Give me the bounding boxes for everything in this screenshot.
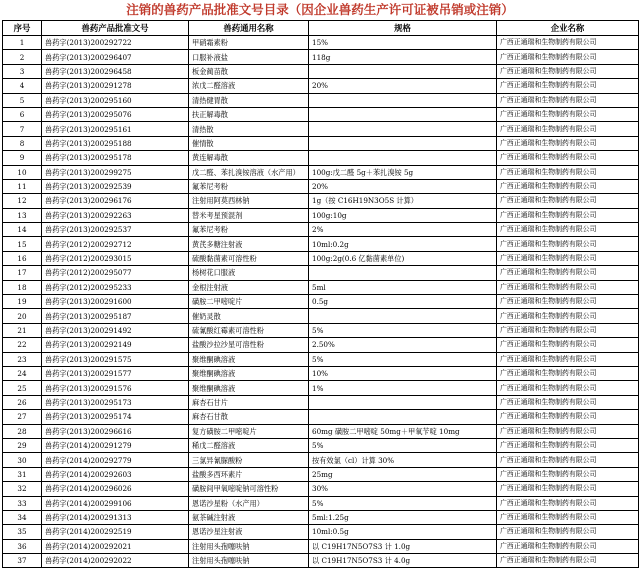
cell-approval-number: 兽药字(2013)200295173 xyxy=(42,395,189,409)
cell-approval-number: 兽药字(2014)200291313 xyxy=(42,510,189,524)
header-drug-name: 兽药通用名称 xyxy=(189,21,309,36)
cell-drug-name: 催情散 xyxy=(189,136,309,150)
table-row xyxy=(3,323,639,337)
cell-index: 15 xyxy=(3,237,42,251)
cell-specification xyxy=(309,151,497,165)
cell-company: 广西正通瑞和生物制药有限公司 xyxy=(497,554,639,568)
cell-company: 广西正通瑞和生物制药有限公司 xyxy=(497,93,639,107)
cell-index: 35 xyxy=(3,525,42,539)
cell-approval-number: 兽药字(2013)200296616 xyxy=(42,424,189,438)
cell-approval-number: 兽药字(2013)200296407 xyxy=(42,50,189,64)
cell-specification: 2% xyxy=(309,223,497,237)
cell-specification: 20% xyxy=(309,79,497,93)
table-row xyxy=(3,424,639,438)
cell-specification: 按有效氯（cl）计算 30% xyxy=(309,453,497,467)
table-row xyxy=(3,251,639,265)
cell-company: 广西正通瑞和生物制药有限公司 xyxy=(497,366,639,380)
table-row xyxy=(3,496,639,510)
cell-company: 广西正通瑞和生物制药有限公司 xyxy=(497,122,639,136)
cell-specification: 25mg xyxy=(309,467,497,481)
cell-specification: 100g:2g(0.6 亿黏菌素单位) xyxy=(309,251,497,265)
cell-specification: 0.5g xyxy=(309,295,497,309)
cell-index: 13 xyxy=(3,208,42,222)
table-row xyxy=(3,50,639,64)
cell-index: 26 xyxy=(3,395,42,409)
table-row xyxy=(3,237,639,251)
cell-index: 19 xyxy=(3,295,42,309)
table-row xyxy=(3,381,639,395)
table-row xyxy=(3,280,639,294)
table-row xyxy=(3,208,639,222)
cell-drug-name: 硫酸黏菌素可溶性粉 xyxy=(189,251,309,265)
cell-index: 12 xyxy=(3,194,42,208)
cell-specification: 10ml:0.2g xyxy=(309,237,497,251)
cell-drug-name: 硫氰酸红霉素可溶性粉 xyxy=(189,323,309,337)
cell-company: 广西正通瑞和生物制药有限公司 xyxy=(497,539,639,553)
cell-index: 30 xyxy=(3,453,42,467)
table-row xyxy=(3,295,639,309)
cell-approval-number: 兽药字(2014)200292021 xyxy=(42,539,189,553)
cell-specification: 10% xyxy=(309,366,497,380)
cell-drug-name: 聚维酮碘溶液 xyxy=(189,366,309,380)
cell-specification xyxy=(309,266,497,280)
cell-company: 广西正通瑞和生物制药有限公司 xyxy=(497,165,639,179)
cell-company: 广西正通瑞和生物制药有限公司 xyxy=(497,438,639,452)
cell-drug-name: 氟苯尼考粉 xyxy=(189,179,309,193)
cell-specification: 以 C19H17N5O7S3 计 1.0g xyxy=(309,539,497,553)
cell-company: 广西正通瑞和生物制药有限公司 xyxy=(497,237,639,251)
cell-approval-number: 兽药字(2014)200296026 xyxy=(42,482,189,496)
table-row xyxy=(3,194,639,208)
cell-specification xyxy=(309,395,497,409)
table-row xyxy=(3,525,639,539)
cell-index: 18 xyxy=(3,280,42,294)
cell-approval-number: 兽药字(2013)200292537 xyxy=(42,223,189,237)
table-header-row xyxy=(3,21,639,36)
cell-approval-number: 兽药字(2014)200292779 xyxy=(42,453,189,467)
cell-drug-name: 注射用阿莫西林钠 xyxy=(189,194,309,208)
cell-drug-name: 甲硝霜素粉 xyxy=(189,36,309,50)
table-row xyxy=(3,122,639,136)
cell-specification xyxy=(309,93,497,107)
cell-drug-name: 氟苯尼考粉 xyxy=(189,223,309,237)
cell-drug-name: 恩诺沙星粉（水产用） xyxy=(189,496,309,510)
cell-specification: 5ml:1.25g xyxy=(309,510,497,524)
cell-index: 11 xyxy=(3,179,42,193)
cell-drug-name: 磺胺二甲嘧啶片 xyxy=(189,295,309,309)
cell-index: 3 xyxy=(3,64,42,78)
cell-drug-name: 注射用头孢噻呋钠 xyxy=(189,554,309,568)
cell-index: 14 xyxy=(3,223,42,237)
cell-specification: 1g（按 C16H19N3O5S 计算） xyxy=(309,194,497,208)
header-approval-number: 兽药产品批准文号 xyxy=(42,21,189,36)
cell-company: 广西正通瑞和生物制药有限公司 xyxy=(497,251,639,265)
cell-company: 广西正通瑞和生物制药有限公司 xyxy=(497,352,639,366)
cell-approval-number: 兽药字(2013)200291576 xyxy=(42,381,189,395)
cell-company: 广西正通瑞和生物制药有限公司 xyxy=(497,482,639,496)
cell-drug-name: 杨树花口服液 xyxy=(189,266,309,280)
cell-company: 广西正通瑞和生物制药有限公司 xyxy=(497,496,639,510)
page-title: 注销的兽药产品批准文号目录（因企业兽药生产许可证被吊销或注销） xyxy=(126,2,514,17)
cell-specification: 5% xyxy=(309,323,497,337)
cell-index: 37 xyxy=(3,554,42,568)
cell-drug-name: 戊二醛、苯扎溴铵溶液（水产用） xyxy=(189,165,309,179)
cell-drug-name: 磺胺间甲氧嘧啶钠可溶性粉 xyxy=(189,482,309,496)
cell-drug-name: 黄连解毒散 xyxy=(189,151,309,165)
cell-approval-number: 兽药字(2013)200299275 xyxy=(42,165,189,179)
cell-specification: 2.50% xyxy=(309,338,497,352)
cell-company: 广西正通瑞和生物制药有限公司 xyxy=(497,179,639,193)
table-row xyxy=(3,438,639,452)
cell-specification: 100g:10g xyxy=(309,208,497,222)
cell-company: 广西正通瑞和生物制药有限公司 xyxy=(497,510,639,524)
cell-drug-name: 稀戊二醛溶液 xyxy=(189,438,309,452)
cell-company: 广西正通瑞和生物制药有限公司 xyxy=(497,338,639,352)
cell-specification: 10ml:0.5g xyxy=(309,525,497,539)
cell-company: 广西正通瑞和生物制药有限公司 xyxy=(497,410,639,424)
cell-approval-number: 兽药字(2014)200291279 xyxy=(42,438,189,452)
cell-drug-name: 三氯异氰脲酸粉 xyxy=(189,453,309,467)
cell-approval-number: 兽药字(2013)200291278 xyxy=(42,79,189,93)
cell-company: 广西正通瑞和生物制药有限公司 xyxy=(497,381,639,395)
cell-company: 广西正通瑞和生物制药有限公司 xyxy=(497,309,639,323)
cell-index: 28 xyxy=(3,424,42,438)
cell-specification xyxy=(309,64,497,78)
header-index: 序号 xyxy=(3,21,42,36)
cell-approval-number: 兽药字(2013)200295174 xyxy=(42,410,189,424)
cell-index: 33 xyxy=(3,496,42,510)
table-row xyxy=(3,366,639,380)
cell-approval-number: 兽药字(2014)200299106 xyxy=(42,496,189,510)
cell-drug-name: 复方磺胺二甲嘧啶片 xyxy=(189,424,309,438)
table-row xyxy=(3,395,639,409)
cell-drug-name: 催奶灵散 xyxy=(189,309,309,323)
table-row xyxy=(3,266,639,280)
cell-approval-number: 兽药字(2013)200292539 xyxy=(42,179,189,193)
cell-approval-number: 兽药字(2013)200295188 xyxy=(42,136,189,150)
table-row xyxy=(3,352,639,366)
cell-drug-name: 清热健胃散 xyxy=(189,93,309,107)
cell-approval-number: 兽药字(2013)200296458 xyxy=(42,64,189,78)
cell-approval-number: 兽药字(2013)200292149 xyxy=(42,338,189,352)
cell-index: 27 xyxy=(3,410,42,424)
cell-index: 29 xyxy=(3,438,42,452)
cell-index: 10 xyxy=(3,165,42,179)
cell-approval-number: 兽药字(2013)200292722 xyxy=(42,36,189,50)
cell-company: 广西正通瑞和生物制药有限公司 xyxy=(497,223,639,237)
cell-specification: 5% xyxy=(309,352,497,366)
table-row xyxy=(3,539,639,553)
cell-specification xyxy=(309,107,497,121)
cell-specification: 20% xyxy=(309,179,497,193)
cell-specification: 15% xyxy=(309,36,497,50)
approval-number-table xyxy=(2,20,639,568)
cell-drug-name: 清热散 xyxy=(189,122,309,136)
cell-drug-name: 麻杏石甘片 xyxy=(189,395,309,409)
table-row xyxy=(3,510,639,524)
cell-approval-number: 兽药字(2013)200291600 xyxy=(42,295,189,309)
cell-drug-name: 金根注射液 xyxy=(189,280,309,294)
cell-company: 广西正通瑞和生物制药有限公司 xyxy=(497,525,639,539)
table-row xyxy=(3,179,639,193)
cell-specification: 60mg 磺胺二甲嘧啶 50mg＋甲氧苄啶 10mg xyxy=(309,424,497,438)
cell-specification: 118g xyxy=(309,50,497,64)
cell-company: 广西正通瑞和生物制药有限公司 xyxy=(497,107,639,121)
cell-approval-number: 兽药字(2012)200293015 xyxy=(42,251,189,265)
table-row xyxy=(3,107,639,121)
cell-index: 23 xyxy=(3,352,42,366)
table-row xyxy=(3,223,639,237)
table-row xyxy=(3,79,639,93)
cell-approval-number: 兽药字(2012)200292712 xyxy=(42,237,189,251)
table-row xyxy=(3,151,639,165)
cell-approval-number: 兽药字(2013)200291575 xyxy=(42,352,189,366)
cell-drug-name: 盐酸沙拉沙星可溶性粉 xyxy=(189,338,309,352)
cell-specification: 以 C19H17N5O7S3 计 4.0g xyxy=(309,554,497,568)
cell-index: 20 xyxy=(3,309,42,323)
cell-specification xyxy=(309,410,497,424)
cell-index: 16 xyxy=(3,251,42,265)
cell-specification: 1% xyxy=(309,381,497,395)
cell-drug-name: 聚维酮碘溶液 xyxy=(189,381,309,395)
cell-drug-name: 替米考星预混剂 xyxy=(189,208,309,222)
table-row xyxy=(3,165,639,179)
cell-company: 广西正通瑞和生物制药有限公司 xyxy=(497,79,639,93)
table-row xyxy=(3,93,639,107)
table-row xyxy=(3,453,639,467)
cell-specification xyxy=(309,122,497,136)
cell-approval-number: 兽药字(2013)200295076 xyxy=(42,107,189,121)
cell-drug-name: 板金蔺苗散 xyxy=(189,64,309,78)
cell-company: 广西正通瑞和生物制药有限公司 xyxy=(497,467,639,481)
cell-company: 广西正通瑞和生物制药有限公司 xyxy=(497,36,639,50)
cell-index: 22 xyxy=(3,338,42,352)
header-company: 企业名称 xyxy=(497,21,639,36)
cell-approval-number: 兽药字(2013)200292263 xyxy=(42,208,189,222)
cell-approval-number: 兽药字(2013)200291577 xyxy=(42,366,189,380)
cell-specification: 5% xyxy=(309,438,497,452)
header-specification: 规格 xyxy=(309,21,497,36)
cell-approval-number: 兽药字(2014)200292603 xyxy=(42,467,189,481)
cell-index: 25 xyxy=(3,381,42,395)
cell-index: 34 xyxy=(3,510,42,524)
cell-drug-name: 注射用头孢噻呋钠 xyxy=(189,539,309,553)
cell-approval-number: 兽药字(2013)200295178 xyxy=(42,151,189,165)
cell-index: 4 xyxy=(3,79,42,93)
cell-drug-name: 聚维酮碘溶液 xyxy=(189,352,309,366)
cell-drug-name: 恩诺沙星注射液 xyxy=(189,525,309,539)
table-row xyxy=(3,36,639,50)
cell-company: 广西正通瑞和生物制药有限公司 xyxy=(497,424,639,438)
cell-drug-name: 氨茶碱注射液 xyxy=(189,510,309,524)
cell-drug-name: 扶正解毒散 xyxy=(189,107,309,121)
table-row xyxy=(3,410,639,424)
cell-company: 广西正通瑞和生物制药有限公司 xyxy=(497,64,639,78)
table-row xyxy=(3,467,639,481)
cell-approval-number: 兽药字(2012)200295233 xyxy=(42,280,189,294)
cell-approval-number: 兽药字(2012)200295077 xyxy=(42,266,189,280)
cell-company: 广西正通瑞和生物制药有限公司 xyxy=(497,50,639,64)
cell-index: 9 xyxy=(3,151,42,165)
cell-approval-number: 兽药字(2013)200295161 xyxy=(42,122,189,136)
cell-company: 广西正通瑞和生物制药有限公司 xyxy=(497,295,639,309)
cell-index: 17 xyxy=(3,266,42,280)
table-row xyxy=(3,482,639,496)
cell-index: 6 xyxy=(3,107,42,121)
cell-specification: 100g:戊二醛 5g＋苯扎溴铵 5g xyxy=(309,165,497,179)
cell-index: 8 xyxy=(3,136,42,150)
cell-index: 21 xyxy=(3,323,42,337)
cell-company: 广西正通瑞和生物制药有限公司 xyxy=(497,151,639,165)
cell-company: 广西正通瑞和生物制药有限公司 xyxy=(497,208,639,222)
table-row xyxy=(3,554,639,568)
cell-index: 36 xyxy=(3,539,42,553)
cell-approval-number: 兽药字(2013)200291492 xyxy=(42,323,189,337)
cell-specification xyxy=(309,309,497,323)
table-row xyxy=(3,309,639,323)
table-row xyxy=(3,64,639,78)
cell-company: 广西正通瑞和生物制药有限公司 xyxy=(497,453,639,467)
cell-company: 广西正通瑞和生物制药有限公司 xyxy=(497,266,639,280)
cell-approval-number: 兽药字(2013)200295187 xyxy=(42,309,189,323)
cell-index: 32 xyxy=(3,482,42,496)
cell-company: 广西正通瑞和生物制药有限公司 xyxy=(497,280,639,294)
cell-index: 1 xyxy=(3,36,42,50)
cell-drug-name: 黄芪多糖注射液 xyxy=(189,237,309,251)
table-row xyxy=(3,136,639,150)
cell-company: 广西正通瑞和生物制药有限公司 xyxy=(497,136,639,150)
cell-index: 2 xyxy=(3,50,42,64)
cell-specification: 30% xyxy=(309,482,497,496)
cell-company: 广西正通瑞和生物制药有限公司 xyxy=(497,395,639,409)
cell-approval-number: 兽药字(2014)200292022 xyxy=(42,554,189,568)
cell-drug-name: 口服补液盐 xyxy=(189,50,309,64)
cell-specification: 5ml xyxy=(309,280,497,294)
cell-drug-name: 盐酸多西环素片 xyxy=(189,467,309,481)
cell-index: 24 xyxy=(3,366,42,380)
cell-company: 广西正通瑞和生物制药有限公司 xyxy=(497,194,639,208)
cell-specification xyxy=(309,136,497,150)
cell-approval-number: 兽药字(2014)200292519 xyxy=(42,525,189,539)
cell-company: 广西正通瑞和生物制药有限公司 xyxy=(497,323,639,337)
cell-index: 31 xyxy=(3,467,42,481)
cell-approval-number: 兽药字(2013)200296176 xyxy=(42,194,189,208)
cell-approval-number: 兽药字(2013)200295160 xyxy=(42,93,189,107)
cell-specification: 5% xyxy=(309,496,497,510)
table-row xyxy=(3,338,639,352)
cell-drug-name: 浓戊二醛溶液 xyxy=(189,79,309,93)
cell-drug-name: 麻杏石甘散 xyxy=(189,410,309,424)
cell-index: 5 xyxy=(3,93,42,107)
cell-index: 7 xyxy=(3,122,42,136)
